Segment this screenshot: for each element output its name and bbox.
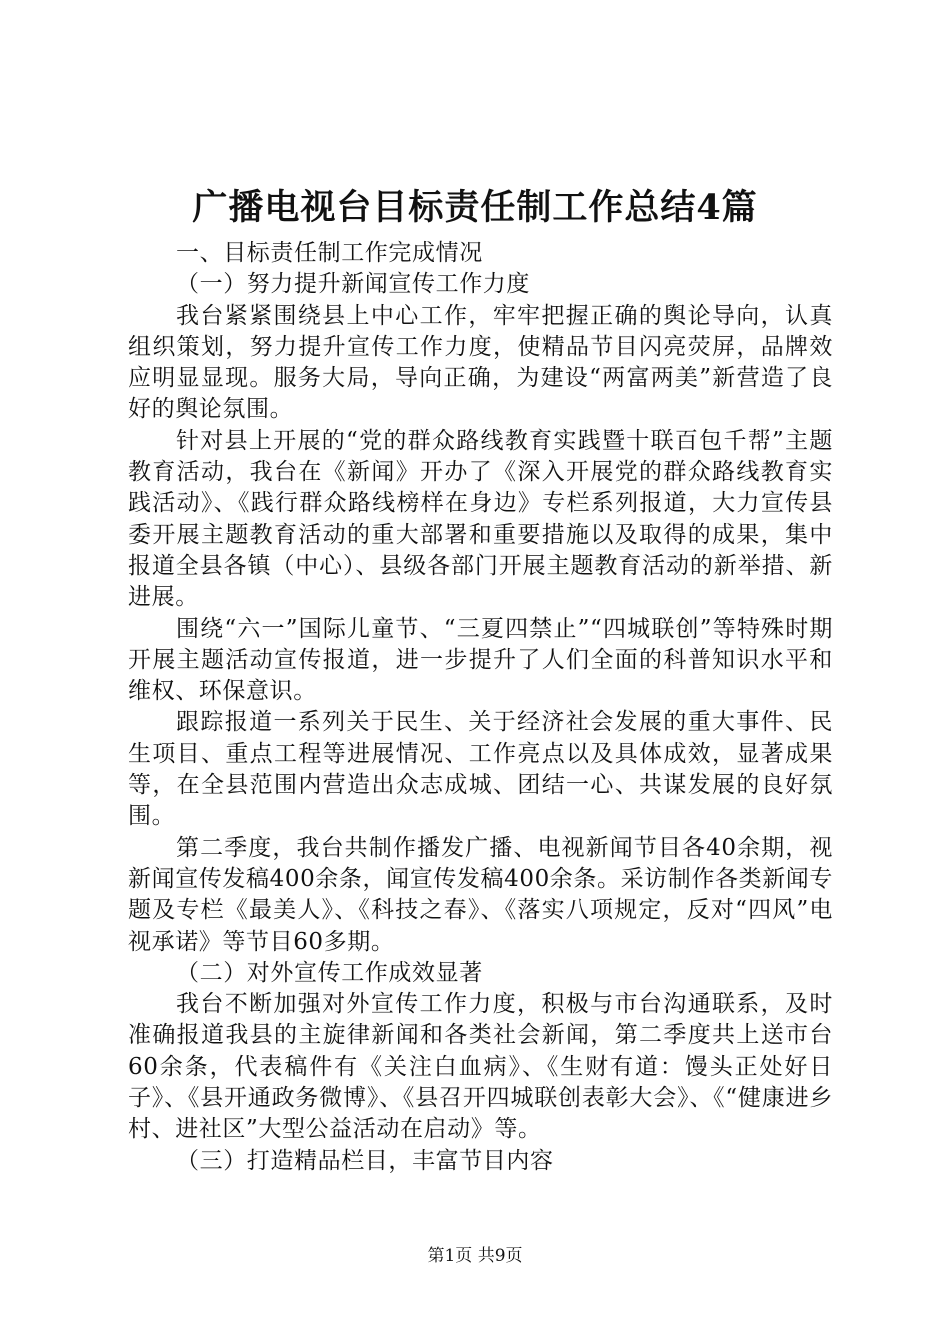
body-paragraph: 针对县上开展的“党的群众路线教育实践暨十联百包千帮”主题教育活动，我台在《新闻》开办了《深入开展党的群众路线教育实践活动》、《践行群众路线榜样在身边》专栏系列报道，大力宣传县委开展主题教育活动的重大部署和重要措施以及取得的成果，集中报道全县各镇（中心）、县级各部门开展主题教育活动的新举措、新进展。 (128, 427, 833, 611)
body-paragraph: 围绕“六一”国际儿童节、“三夏四禁止”“四城联创”等特殊时期开展主题活动宣传报道，进一步提升了人们全面的科普知识水平和维权、环保意识。 (128, 615, 833, 705)
body-paragraph: 跟踪报道一系列关于民生、关于经济社会发展的重大事件、民生项目、重点工程等进展情况、工作亮点以及具体成效，显著成果等，在全县范围内营造出众志成城、团结一心、共谋发展的良好氛围。 (128, 709, 833, 830)
subsection-heading: （三）打造精品栏目，丰富节目内容 (176, 1147, 554, 1174)
subsection-heading: （二）对外宣传工作成效显著 (176, 959, 483, 986)
section-heading: 一、目标责任制工作完成情况 (176, 240, 483, 266)
document-body (128, 238, 833, 1177)
body-paragraph: 我台紧紧围绕县上中心工作，牢牢把握正确的舆论导向，认真组织策划，努力提升宣传工作力度，使精品节目闪亮荧屏，品牌效应明显显现。服务大局，导向正确，为建设“两富两美”新营造了良好的舆论氛围。 (128, 302, 833, 423)
subsection-heading: （一）努力提升新闻宣传工作力度 (176, 271, 530, 298)
body-paragraph: 第二季度，我台共制作播发广播、电视新闻节目各40余期，视新闻宣传发稿400余条，闻宣传发稿400余条。采访制作各类新闻专题及专栏《最美人》、《科技之春》、《落实八项规定，反对“四风”电视承诺》等节目60多期。 (128, 834, 833, 955)
page-footer: 第1页 共9页 (427, 1246, 523, 1266)
body-paragraph: 我台不断加强对外宣传工作力度，积极与市台沟通联系，及时准确报道我县的主旋律新闻和各类社会新闻，第二季度共上送市台60余条，代表稿件有《关注白血病》、《生财有道：馒头正处好日子》、《县开通政务微博》、《县召开四城联创表彰大会》、《“健康进乡村、进社区”大型公益活动在启动》等。 (128, 991, 833, 1143)
document-title: 广播电视台目标责任制工作总结4篇 (192, 187, 758, 228)
